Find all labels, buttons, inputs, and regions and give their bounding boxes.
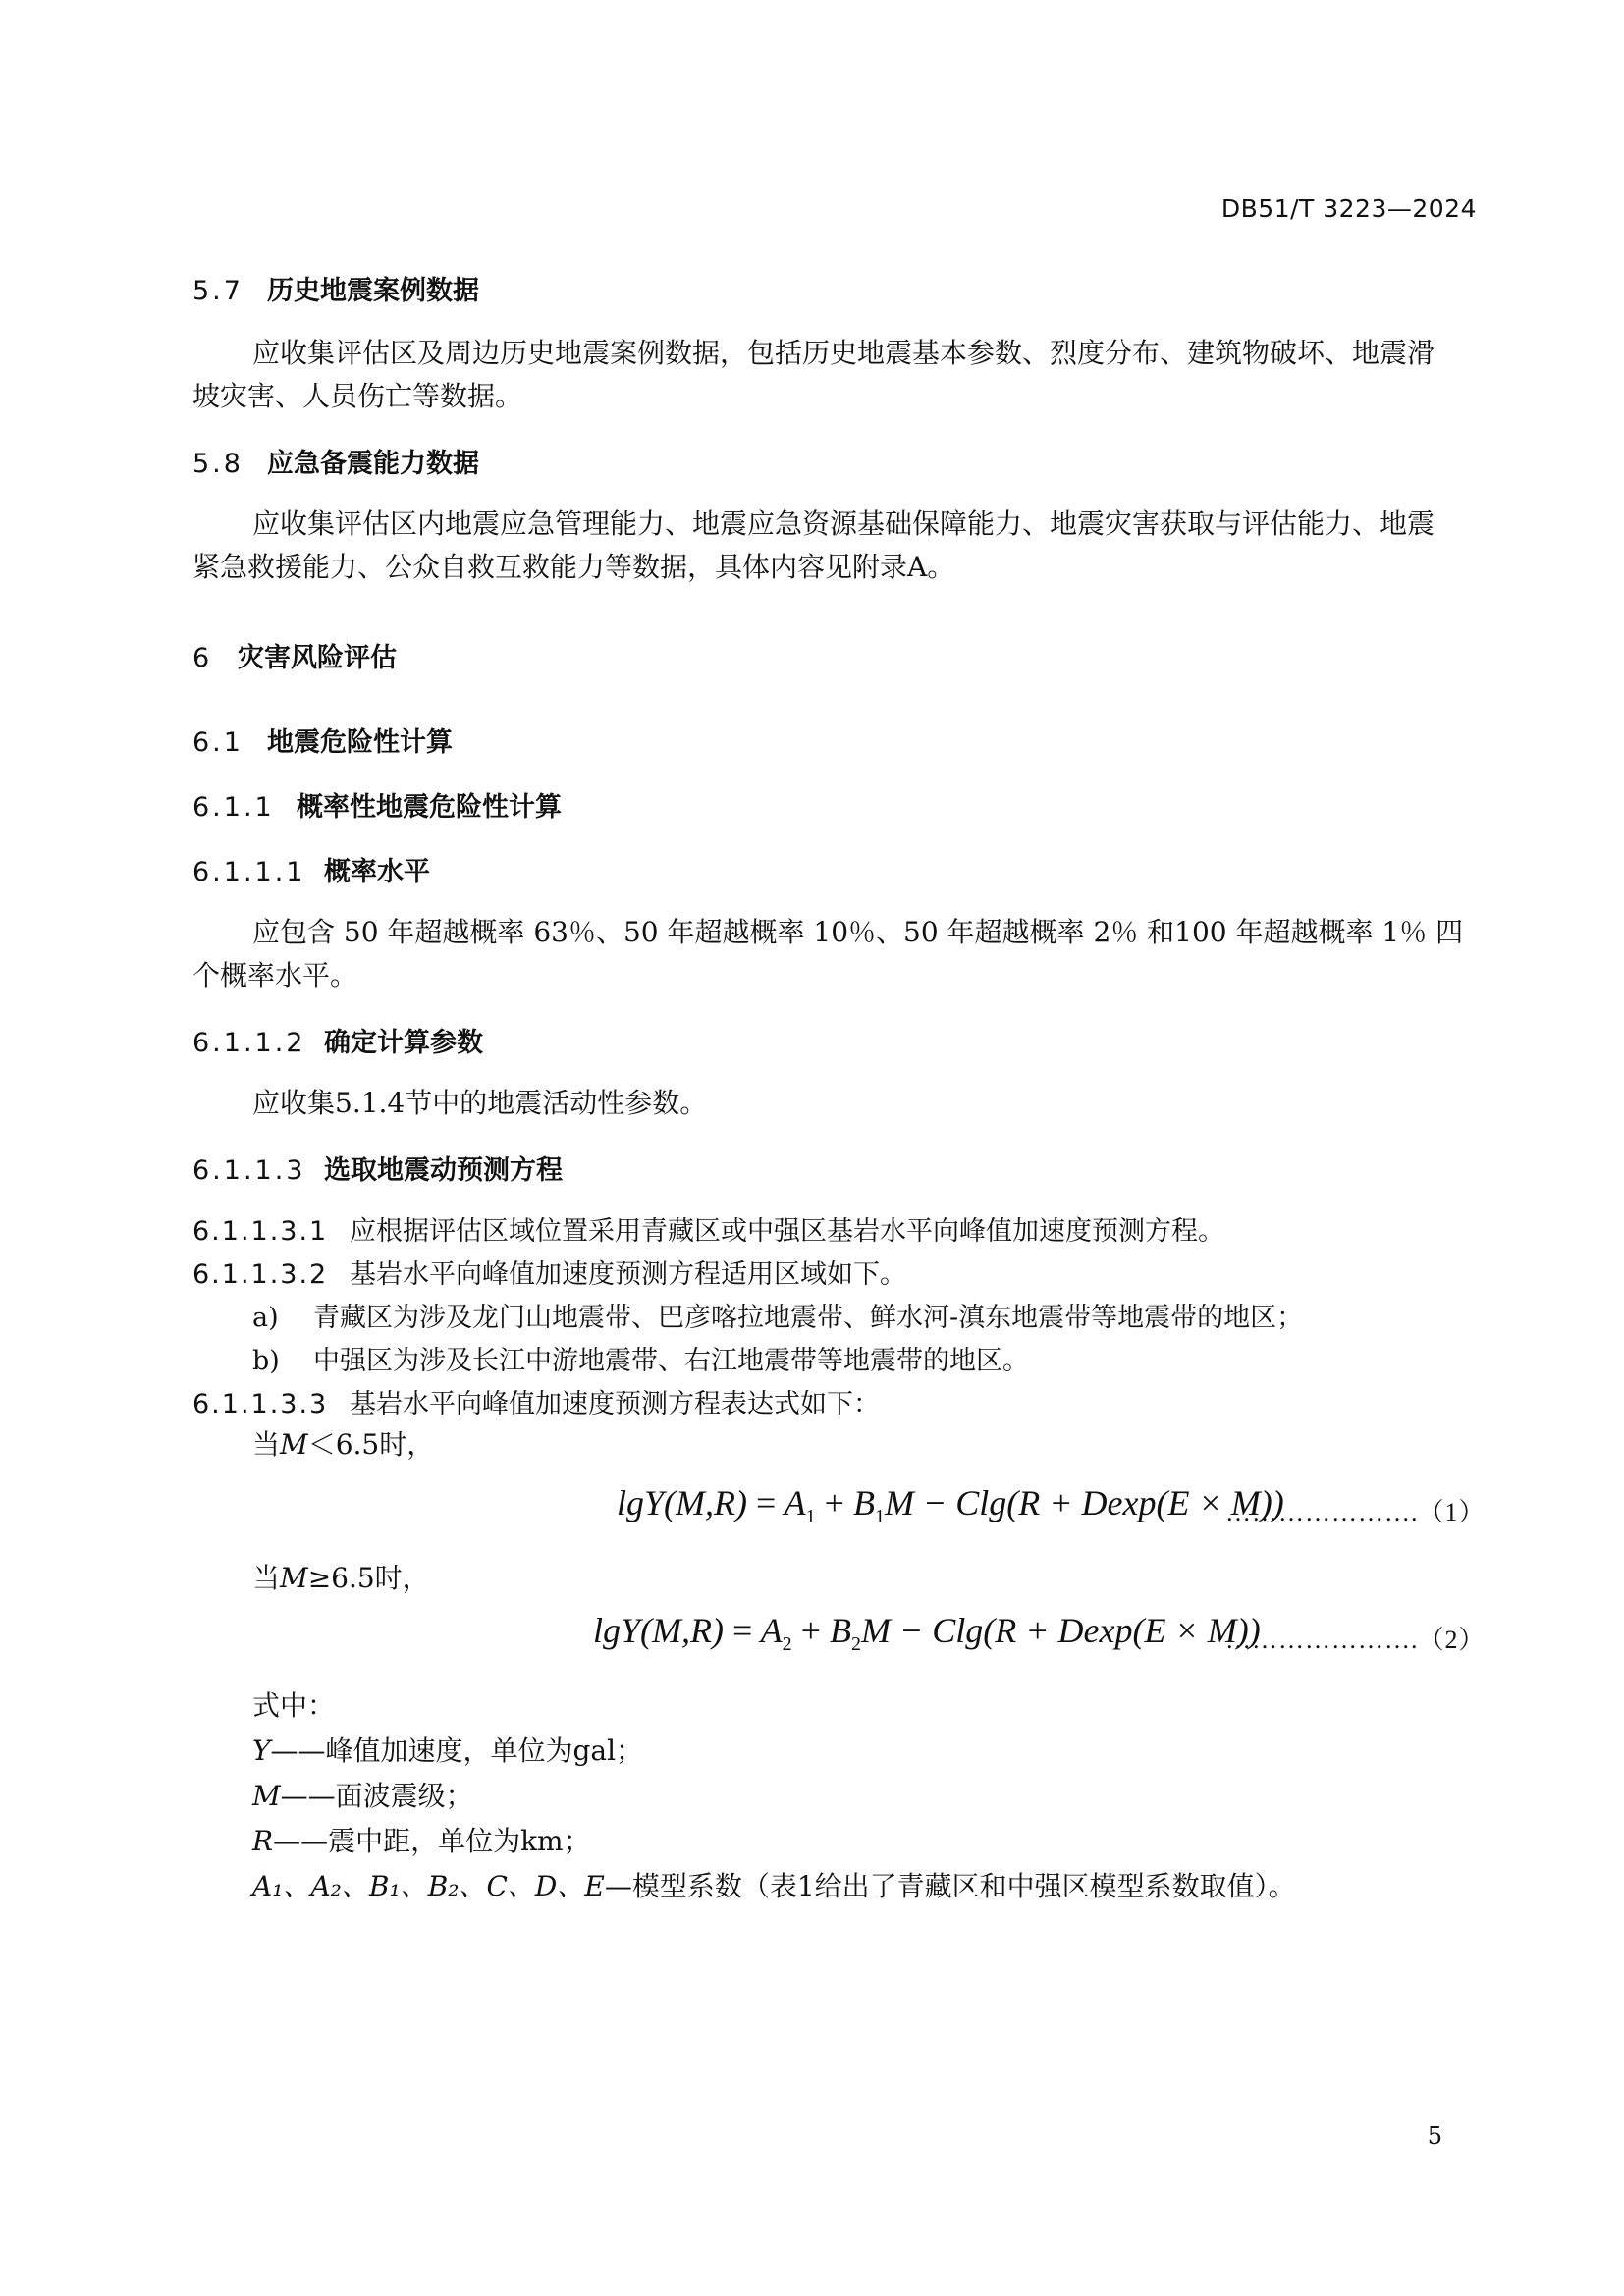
where-label: 式中： <box>252 1689 336 1722</box>
condition-suffix: ≥6.5时， <box>307 1562 430 1594</box>
section-5-7-heading <box>192 269 479 307</box>
equation-1 <box>617 1482 1284 1528</box>
clause-6-1-1-3-3 <box>192 1382 880 1420</box>
paragraph-line: 应包含 50 年超越概率 63％、50 年超越概率 10％、50 年超越概率 2％ 和100 年超越概率 1％ 四 <box>252 916 1464 948</box>
paragraph-line: 紧急救援能力、公众自救互救能力等数据，具体内容见附录A。 <box>192 551 955 583</box>
paragraph-line: 个概率水平。 <box>192 959 358 991</box>
section-title: 应急备震能力数据 <box>267 449 479 479</box>
list-marker: a) <box>252 1303 279 1333</box>
variable-definition: ——峰值加速度，单位为gal； <box>270 1735 644 1767</box>
section-number: 5.8 <box>192 449 244 479</box>
condition-prefix: 当 <box>252 1428 281 1461</box>
variable-symbols: A₁、A₂、B₁、B₂、C、D、E <box>252 1870 605 1902</box>
section-number: 6.1 <box>192 727 244 758</box>
equation-number: （2） <box>1418 1626 1486 1654</box>
variable-symbol: M <box>252 1780 281 1812</box>
section-6-1-1-2-heading <box>192 1021 483 1059</box>
condition-variable: M <box>280 1562 308 1594</box>
condition-2 <box>252 1557 430 1600</box>
equation-1-number <box>1225 1492 1486 1528</box>
document-id: DB51/T 3223—2024 <box>1220 194 1477 223</box>
condition-1 <box>252 1423 434 1467</box>
variable-def-r <box>252 1820 591 1863</box>
section-title: 概率水平 <box>324 857 430 887</box>
variable-symbol: Y <box>252 1735 271 1767</box>
coefficient-b: B <box>852 1483 875 1522</box>
coefficient-a-subscript: 1 <box>805 1506 816 1528</box>
section-6-1-1-1-heading <box>192 850 430 888</box>
list-text: 中强区为涉及长江中游地震带、右江地震带等地震带的地区。 <box>313 1346 1029 1376</box>
coefficient-a-subscript: 2 <box>782 1633 792 1656</box>
paragraph-line: 应收集评估区内地震应急管理能力、地震应急资源基础保障能力、地震灾害获取与评估能力、地震 <box>252 507 1435 540</box>
clause-6-1-1-3-2 <box>192 1253 906 1291</box>
coefficient-b-subscript: 1 <box>874 1506 885 1528</box>
section-5-8-heading <box>192 442 479 480</box>
condition-variable: M <box>280 1428 308 1461</box>
coefficient-a: A <box>760 1611 783 1650</box>
equals-sign: = <box>731 1611 753 1650</box>
coefficient-a: A <box>784 1483 806 1522</box>
equals-sign: = <box>755 1483 777 1522</box>
plus-sign: + <box>800 1611 821 1650</box>
section-number: 6.1.1 <box>192 792 275 823</box>
plus-sign: + <box>824 1483 844 1522</box>
condition-prefix: 当 <box>252 1562 281 1594</box>
clause-number: 6.1.1.3.2 <box>192 1259 329 1290</box>
section-number: 5.7 <box>192 276 244 306</box>
list-item-b <box>252 1339 1029 1377</box>
clause-number: 6.1.1.3.3 <box>192 1389 329 1419</box>
list-marker: b) <box>252 1346 280 1376</box>
section-title: 选取地震动预测方程 <box>324 1155 563 1186</box>
variable-def-y <box>252 1730 643 1773</box>
clause-number: 6.1.1.3.1 <box>192 1216 329 1247</box>
condition-suffix: ＜6.5时， <box>307 1428 435 1461</box>
equation-lhs: lgY(M,R) <box>617 1483 747 1522</box>
variable-def-coefficients <box>252 1865 1296 1908</box>
equation-number: （1） <box>1418 1498 1486 1526</box>
equation-rest: M − Clg(R + Dexp(E × M)) <box>860 1611 1261 1650</box>
clause-text: 基岩水平向峰值加速度预测方程适用区域如下。 <box>350 1259 906 1290</box>
coefficient-b-subscript: 2 <box>850 1633 861 1656</box>
chapter-6-heading <box>192 636 397 674</box>
variable-definition: —模型系数（表1给出了青藏区和中强区模型系数取值）。 <box>604 1870 1296 1902</box>
clause-text: 应根据评估区域位置采用青藏区或中强区基岩水平向峰值加速度预测方程。 <box>350 1216 1224 1247</box>
variable-symbol: R <box>252 1825 274 1857</box>
equation-2 <box>593 1610 1261 1656</box>
section-6-1-1-heading <box>192 785 562 824</box>
section-number: 6.1.1.2 <box>192 1028 306 1058</box>
equation-2-number <box>1225 1620 1486 1656</box>
section-title: 概率性地震危险性计算 <box>297 792 562 823</box>
paragraph-line: 应收集5.1.4节中的地震活动性参数。 <box>252 1087 708 1119</box>
section-title: 确定计算参数 <box>324 1028 483 1058</box>
leader-dots: …………………. <box>1225 1498 1419 1526</box>
variable-definition: ——震中距，单位为km； <box>273 1825 591 1857</box>
section-title: 历史地震案例数据 <box>267 276 479 306</box>
list-item-a <box>252 1296 1303 1334</box>
list-text: 青藏区为涉及龙门山地震带、巴彦喀拉地震带、鲜水河-滇东地震带等地震带的地区； <box>313 1303 1304 1333</box>
page-number: 5 <box>1427 2122 1442 2150</box>
equation-lhs: lgY(M,R) <box>593 1611 724 1650</box>
section-6-1-heading <box>192 721 453 759</box>
section-title: 地震危险性计算 <box>267 727 453 758</box>
section-6-1-1-3-heading <box>192 1148 563 1187</box>
chapter-title: 灾害风险评估 <box>238 643 397 673</box>
variable-definition: ——面波震级； <box>280 1780 473 1812</box>
clause-6-1-1-3-1 <box>192 1209 1224 1248</box>
coefficient-b: B <box>829 1611 851 1650</box>
section-number: 6.1.1.1 <box>192 857 306 887</box>
paragraph-line: 坡灾害、人员伤亡等数据。 <box>192 380 523 412</box>
variable-def-m <box>252 1775 473 1818</box>
chapter-number: 6 <box>192 643 213 673</box>
paragraph-line: 应收集评估区及周边历史地震案例数据，包括历史地震基本参数、烈度分布、建筑物破坏、地震滑 <box>252 337 1435 369</box>
section-number: 6.1.1.3 <box>192 1155 306 1186</box>
leader-dots: …………………. <box>1225 1626 1419 1654</box>
equation-rest: M − Clg(R + Dexp(E × M)) <box>884 1483 1284 1522</box>
clause-text: 基岩水平向峰值加速度预测方程表达式如下： <box>350 1389 880 1419</box>
